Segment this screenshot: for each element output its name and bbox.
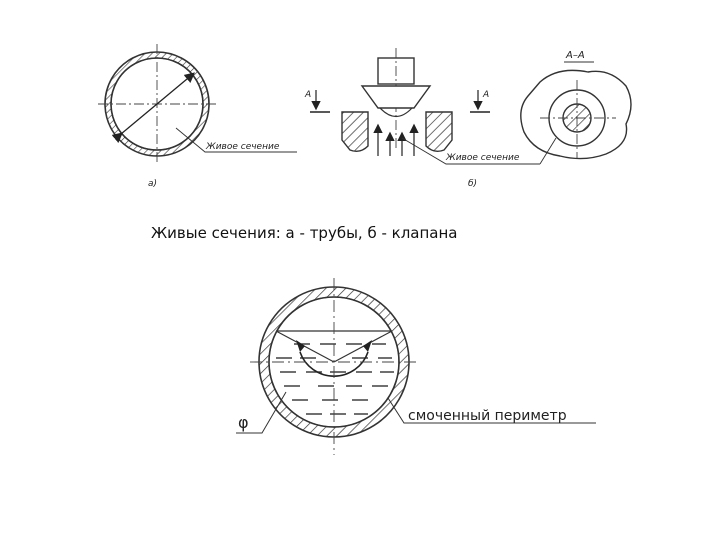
figure-b-section-label: Живое сечение — [446, 153, 520, 163]
wetted-perimeter-label: смоченный периметр — [408, 408, 567, 424]
phi-label: φ — [238, 413, 249, 432]
figure-a-pipe-section — [98, 44, 297, 189]
figure-b-arrow-label-right: А — [483, 90, 490, 100]
figure-a-sublabel: а) — [148, 179, 158, 189]
figure-b-sublabel: б) — [468, 179, 478, 189]
figure-b-arrow-label-left: А — [305, 90, 312, 100]
section-view-label: А–А — [566, 50, 585, 61]
figure-b-valve — [304, 48, 540, 189]
figure-wetted-perimeter — [236, 278, 596, 455]
figure-a-section-label: Живое сечение — [206, 142, 280, 152]
figure-b-section-view — [521, 50, 631, 164]
liquid-fill — [276, 344, 394, 414]
figure-caption: Живые сечения: а - трубы, б - клапана — [151, 224, 458, 242]
